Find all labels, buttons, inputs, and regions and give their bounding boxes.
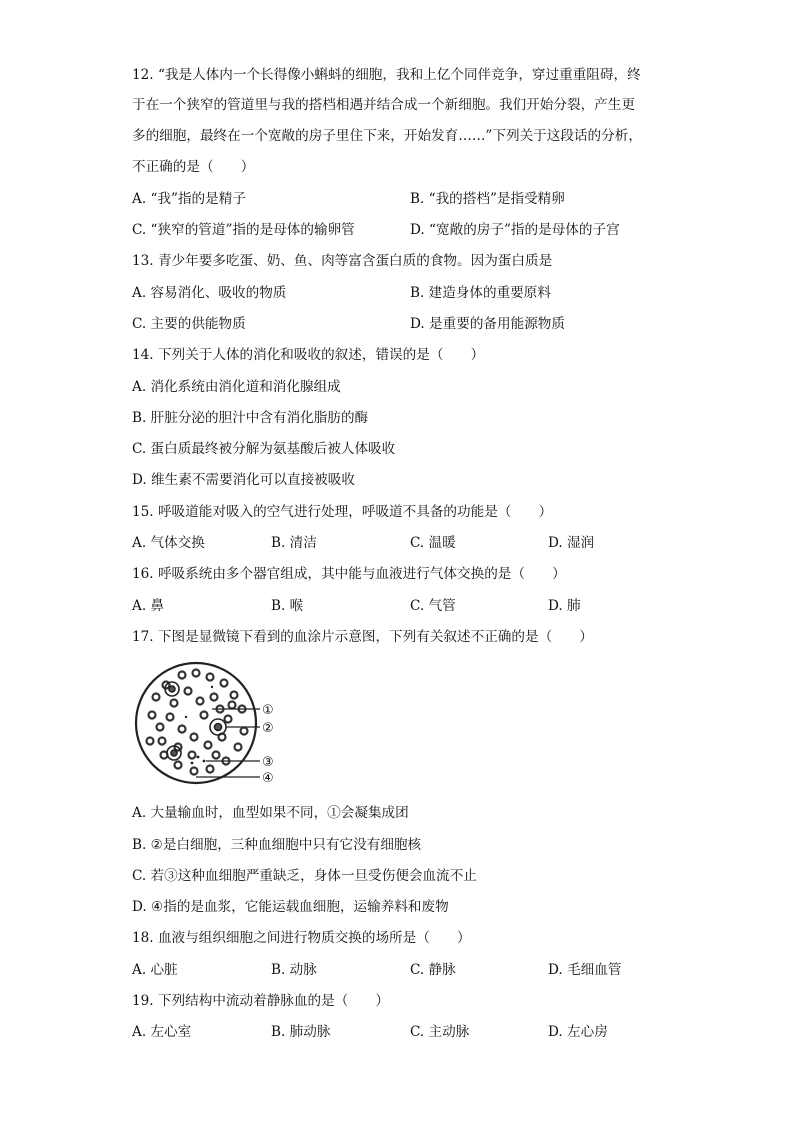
q13-option-c: C. 主要的供能物质	[132, 316, 246, 332]
q17-option-b: B. ②是白细胞，三种血细胞中只有它没有细胞核	[132, 837, 422, 853]
q14-stem: 14. 下列关于人体的消化和吸收的叙述，错误的是（ ）	[132, 347, 485, 363]
q12-option-d: D. “宽敞的房子”指的是母体的子宫	[410, 222, 620, 238]
q16-option-a: A. 鼻	[132, 598, 165, 614]
blood-smear-diagram	[134, 657, 294, 793]
q12-stem-line-2: 于在一个狭窄的管道里与我的搭档相遇并结合成一个新细胞。我们开始分裂，产生更	[132, 97, 635, 113]
q16-option-c: C. 气管	[410, 598, 456, 614]
q12-stem-line-1: 12. “我是人体内一个长得像小蝌蚪的细胞，我和上亿个同伴竞争，穿过重重阻碍，终	[132, 67, 641, 83]
q19-option-d: D. 左心房	[548, 1024, 608, 1040]
q18-option-a: A. 心脏	[132, 962, 178, 978]
q17-option-c: C. 若③这种血细胞严重缺乏，身体一旦受伤便会血流不止	[132, 868, 477, 884]
label-3: ③	[262, 755, 274, 770]
q13-option-a: A. 容易消化、吸收的物质	[132, 285, 287, 301]
q14-option-b: B. 肝脏分泌的胆汁中含有消化脂肪的酶	[132, 410, 369, 426]
q17-option-d: D. ④指的是血浆，它能运载血细胞，运输养料和废物	[132, 899, 449, 915]
q15-option-c: C. 温暖	[410, 535, 456, 551]
q15-option-a: A. 气体交换	[132, 535, 205, 551]
q18-stem: 18. 血液与组织细胞之间进行物质交换的场所是（ ）	[132, 930, 471, 946]
q12-stem-line-3: 多的细胞，最终在一个宽敞的房子里住下来，开始发育……”下列关于这段话的分析，	[132, 128, 642, 144]
q18-option-c: C. 静脉	[410, 962, 456, 978]
q12-option-c: C. “狭窄的管道”指的是母体的输卵管	[132, 222, 355, 238]
q16-option-d: D. 肺	[548, 598, 581, 614]
q15-option-d: D. 湿润	[548, 535, 595, 551]
q15-option-b: B. 清洁	[271, 535, 317, 551]
q18-option-d: D. 毛细血管	[548, 962, 622, 978]
blood-smear-figure	[134, 657, 294, 793]
q12-option-b: B. “我的搭档”是指受精卵	[410, 191, 565, 207]
label-2: ②	[262, 721, 274, 736]
q15-stem: 15. 呼吸道能对吸入的空气进行处理，呼吸道不具备的功能是（ ）	[132, 504, 553, 520]
q13-stem: 13. 青少年要多吃蛋、奶、鱼、肉等富含蛋白质的食物。因为蛋白质是	[132, 253, 553, 269]
q14-option-d: D. 维生素不需要消化可以直接被吸收	[132, 472, 355, 488]
q19-option-c: C. 主动脉	[410, 1024, 470, 1040]
q17-option-a: A. 大量输血时，血型如果不同，①会凝集成团	[132, 805, 409, 821]
label-1: ①	[262, 703, 274, 718]
q12-option-a: A. “我”指的是精子	[132, 191, 246, 207]
q13-option-d: D. 是重要的备用能源物质	[410, 316, 565, 332]
q12-stem-line-4: 不正确的是（ ）	[132, 159, 255, 175]
q14-option-a: A. 消化系统由消化道和消化腺组成	[132, 379, 341, 395]
q13-option-b: B. 建造身体的重要原料	[410, 285, 551, 301]
q14-option-c: C. 蛋白质最终被分解为氨基酸后被人体吸收	[132, 441, 396, 457]
label-4: ④	[262, 771, 274, 786]
q16-option-b: B. 喉	[271, 598, 304, 614]
q19-option-b: B. 肺动脉	[271, 1024, 331, 1040]
q19-option-a: A. 左心室	[132, 1024, 192, 1040]
q16-stem: 16. 呼吸系统由多个器官组成，其中能与血液进行气体交换的是（ ）	[132, 566, 566, 582]
q18-option-b: B. 动脉	[271, 962, 317, 978]
q19-stem: 19. 下列结构中流动着静脉血的是（ ）	[132, 993, 390, 1009]
q17-stem: 17. 下图是显微镜下看到的血涂片示意图，下列有关叙述不正确的是（ ）	[132, 629, 593, 645]
